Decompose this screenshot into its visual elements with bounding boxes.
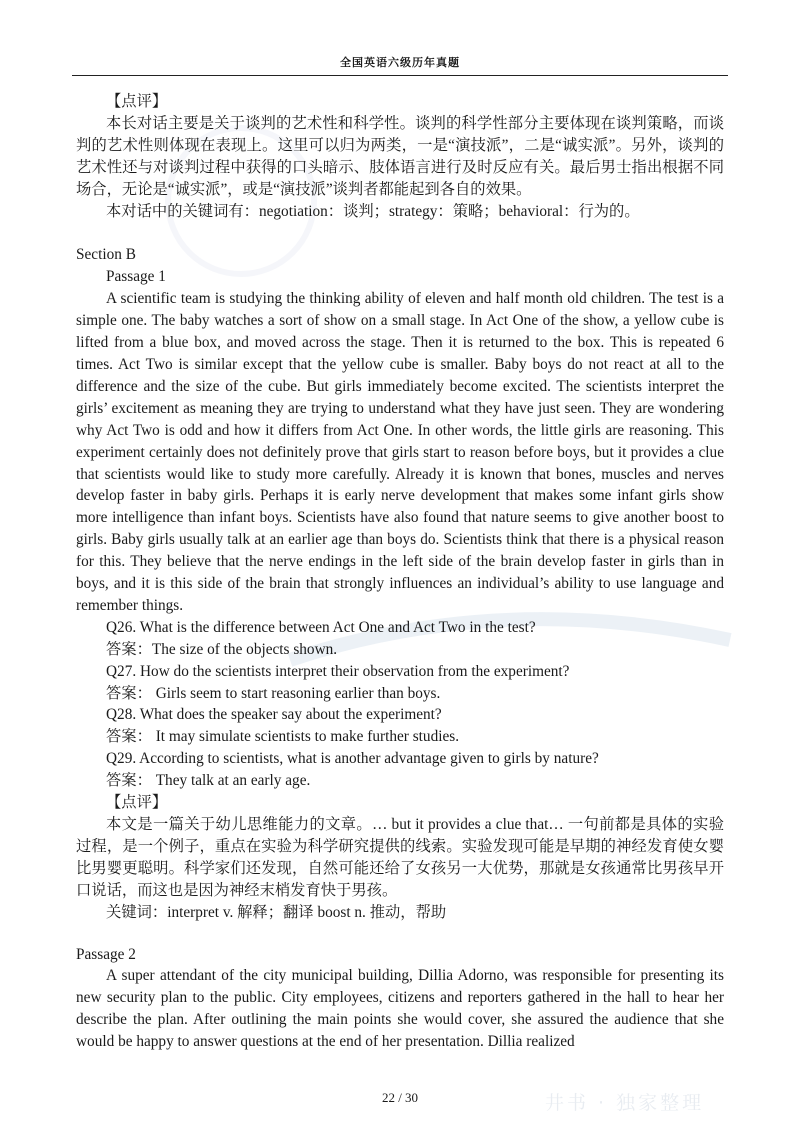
answer: 答案： They talk at an early age.: [106, 772, 311, 790]
document-body: [76, 91, 724, 1053]
section-title: Section B: [76, 246, 136, 264]
question: Q26. What is the difference between Act One and Act Two in the test?: [106, 618, 536, 636]
question: Q28. What does the speaker say about the experiment?: [106, 706, 442, 724]
review-heading: 【点评】: [106, 794, 168, 812]
passage-text: A super attendant of the city municipal building, Dillia Adorno, was responsible for presenting its new security plan to the public. City employees, citizens and reporters gathered in the hall to hear her describe the plan. After outlining the main points she would cover, she assured the audience that she would be happy to answer questions at the end of her presentation. Dillia realized: [76, 967, 724, 1051]
header-divider: [72, 75, 728, 76]
answer: 答案： Girls seem to start reasoning earlier than boys.: [106, 684, 441, 702]
passage-title: Passage 1: [106, 268, 166, 286]
review-paragraph: 本文是一篇关于幼儿思维能力的文章。… but it provides a clue that… 一句前都是具体的实验过程，是一个例子，重点在实验为科学研究提供的线索。实验发现可能是早期的神经发育使女婴比男婴更聪明。科学家们还发现，自然可能还给了女孩另一大优势，那就是女孩通常比男孩早开口说话，而这也是因为神经末梢发育快于男孩。: [76, 816, 724, 899]
review-paragraph: 本长对话主要是关于谈判的艺术性和科学性。谈判的科学性部分主要体现在谈判策略，而谈判的艺术性则体现在表现上。这里可以归为两类，一是“演技派”，二是“诚实派”。另外，谈判的艺术性还与对谈判过程中获得的口头暗示、肢体语言进行及时反应有关。最后男士指出根据不同场合，无论是“诚实派”，或是“演技派”谈判者都能起到各自的效果。: [76, 114, 724, 198]
question: Q29. According to scientists, what is another advantage given to girls by nature?: [106, 750, 599, 768]
passage-title: Passage 2: [76, 945, 136, 963]
review-keywords: 本对话中的关键词有：negotiation：谈判；strategy：策略；behavioral：行为的。: [106, 202, 640, 220]
question: Q27. How do the scientists interpret their observation from the experiment?: [106, 662, 570, 680]
review-keywords: 关键词：interpret v. 解释；翻译 boost n. 推动，帮助: [106, 903, 447, 921]
watermark-text: 井书 · 独家整理: [545, 1092, 705, 1114]
page-header: 全国英语六级历年真题: [340, 56, 460, 69]
answer: 答案： It may simulate scientists to make further studies.: [106, 728, 460, 746]
passage-text: A scientific team is studying the thinking ability of eleven and half month old children. The test is a simple one. The baby watches a sort of show on a small stage. In Act One of the show, a yellow cube is lifted from a blue box, and moved across the stage. Then it is returned to the box. This is repeated 6 times. Act Two is similar except that the yellow cube is smaller. Baby boys do not react at all to the difference and the size of the cube. But girls immediately become excited. The scientists interpret the girls’ excitement as meaning they are trying to understand what they have just seen. They are wondering why Act Two is odd and how it differs from Act One. In other words, the little girls are reasoning. This experiment certainly does not definitely prove that girls start to reason before boys, but it provides a clue that scientists would like to study more carefully. Already it is known that bones, muscles and nerves develop faster in baby girls. Perhaps it is early nerve development that makes some infant girls show more intelligence than infant boys. Scientists have also found that nature seems to give another boost to girls. Baby girls usually talk at an earlier age than boys do. Scientists think that there is a physical reason for this. They believe that the nerve endings in the left side of the brain develop faster in girls than in boys, and it is this side of the brain that strongly influences an individual’s ability to use language and remember things.: [76, 290, 724, 614]
page-number: 22 / 30: [381, 1090, 419, 1105]
review-heading: 【点评】: [106, 93, 168, 110]
answer: 答案：The size of the objects shown.: [106, 640, 338, 658]
